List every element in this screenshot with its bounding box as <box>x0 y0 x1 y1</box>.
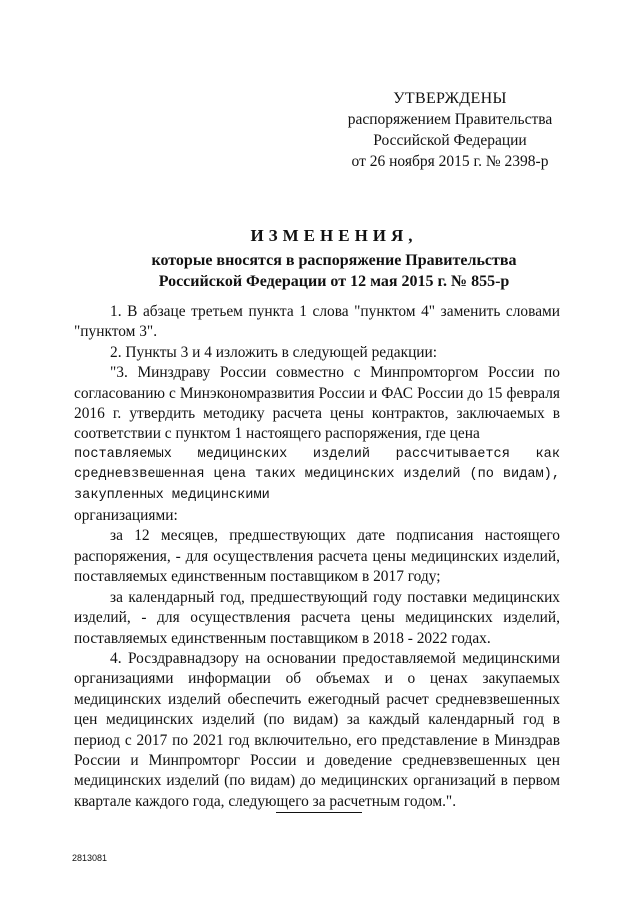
document-body <box>74 302 560 812</box>
approval-heading: УТВЕРЖДЕНЫ <box>393 90 507 107</box>
paragraph-1: 1. В абзаце третьем пункта 1 слова "пунктом 4" заменить словами "пунктом 3". <box>74 303 560 341</box>
approval-line-1: распоряжением Правительства <box>347 111 553 128</box>
end-divider <box>276 812 362 813</box>
paragraph-3a: "3. Минздраву России совместно с Минпромторгом России по согласованию с Минэкономразвития России и ФАС России до 15 февраля 2016 г. утвердить методику расчета цены контрактов, заключаемых в соответствии с пунктом 1 настоящего распоряжения, где цена <box>74 364 560 443</box>
approval-line-2: Российской Федерации <box>373 132 527 149</box>
document-code: 2813081 <box>72 853 108 863</box>
subtitle-line-2: Российской Федерации от 12 мая 2015 г. № 855-р <box>158 273 510 290</box>
document-title: ИЗМЕНЕНИЯ, <box>250 226 418 245</box>
approval-line-3: от 26 ноября 2015 г. № 2398-р <box>351 153 549 170</box>
subtitle-line-1: которые вносятся в распоряжение Правительства <box>151 252 517 269</box>
paragraph-6: 4. Росздравнадзору на основании предоставляемой медицинскими организациями информации об объемах и о ценах закупаемых медицинских изделий обеспечить ежегодный расчет средневзвешенных цен медицинских изделий (по видам) за каждый календарный год в период с 2017 по 2021 год включительно, его представление в Минздрав России и Минпромторг России и доведение средневзвешенных цен медицинских изделий (по видам) до медицинских организаций в первом квартале каждого года, следующего за расчетным годом.". <box>74 649 560 810</box>
approval-block <box>330 88 570 172</box>
paragraph-5: за календарный год, предшествующий году поставки медицинских изделий, - для осуществления расчета цены медицинских изделий, поставляемых единственным поставщиком в 2018 - 2022 годах. <box>74 588 560 647</box>
document-subtitle <box>0 250 640 292</box>
paragraph-2: 2. Пункты 3 и 4 изложить в следующей редакции: <box>110 343 438 361</box>
paragraph-3c: организациями: <box>74 507 178 525</box>
paragraph-3b: поставляемых медицинских изделий рассчитывается как средневзвешенная цена таких медицинских изделий (по видам), закупленных медицинскими <box>74 446 560 503</box>
paragraph-4: за 12 месяцев, предшествующих дате подписания настоящего распоряжения, - для осуществления расчета цены медицинских изделий, поставляемых единственным поставщиком в 2017 году; <box>74 527 560 586</box>
